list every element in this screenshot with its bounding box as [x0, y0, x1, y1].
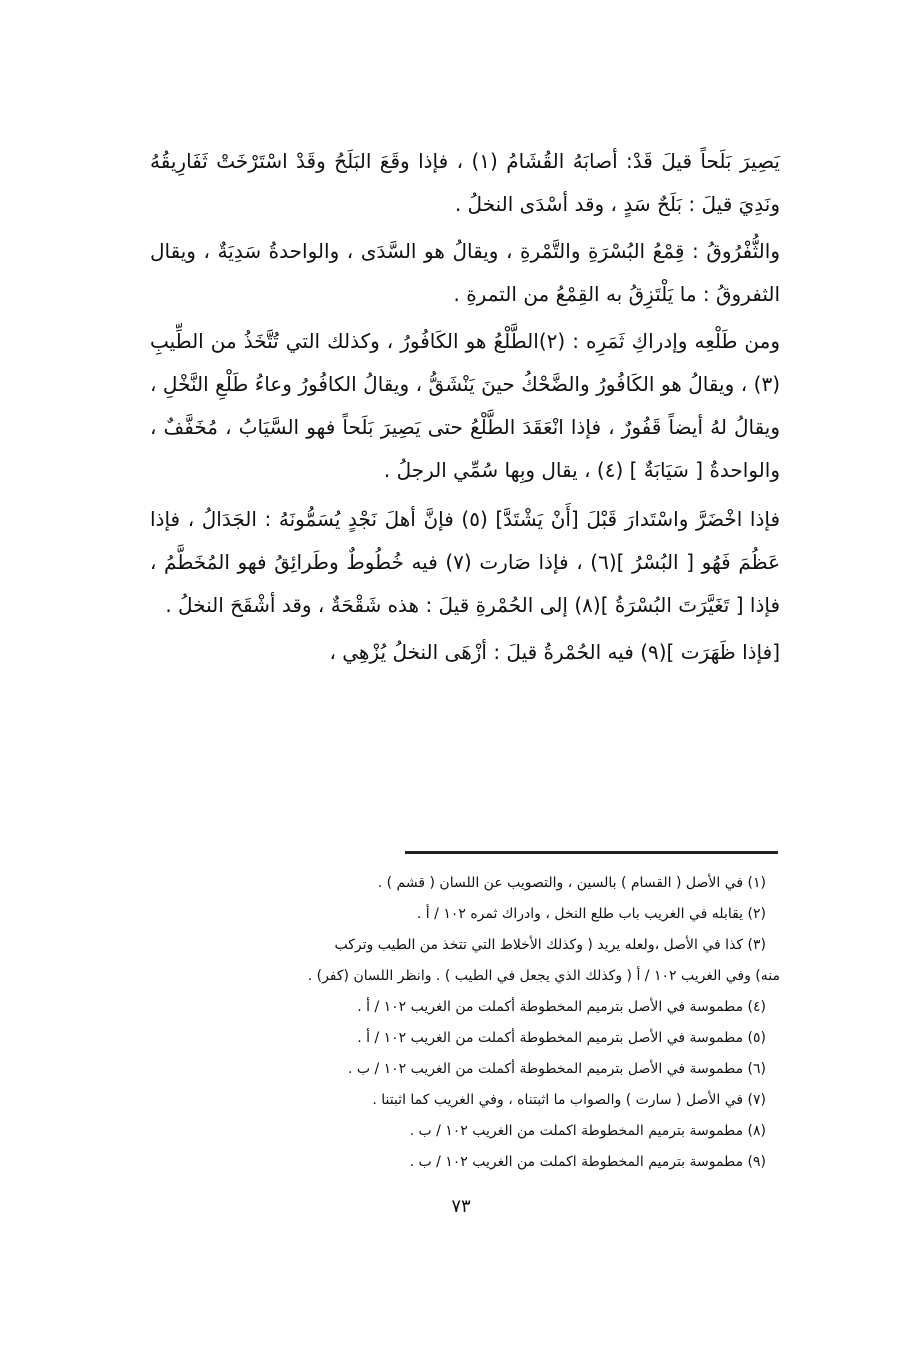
footnote-4: (٤) مطموسة في الأصل بترميم المخطوطة أكملت من الغريب ١٠٢ / أ . [357, 999, 766, 1015]
footnote-9: (٩) مطموسة بترميم المخطوطة اكملت من الغريب ١٠٢ / ب . [409, 1154, 766, 1170]
page-number: ٧٣ [451, 1196, 471, 1217]
footnote-7: (٧) في الأصل ( سارت ) والصواب ما اثبتناه ، وفي الغريب كما اثبتنا . [372, 1092, 766, 1108]
footnote-6: (٦) مطموسة في الأصل بترميم المخطوطة أكملت من الغريب ١٠٢ / ب . [347, 1061, 766, 1077]
footnote-divider [405, 851, 778, 854]
footnote-3: (٣) كذا في الأصل ،ولعله يريد ( وكذلك الأخلاط التي تتخذ من الطيب وتركب [334, 937, 766, 953]
paragraph-4: فإذا اخْضَرَّ واسْتَدارَ قَبْلَ [أَنْ يَشْتَدَّ] (٥) فإنَّ أهلَ نَجْدٍ يُسَمُّونَهُ : الجَدَالُ ، فإذا عَظُمَ فَهُو [ البُسْرُ ](٦) ، فإذا صَارت (٧) فيه خُطُوطٌ وطَرائِقُ فهو المُخَطَّمُ ، فإذا [ تَغَيَّرَتَ البُسْرَةُ ](٨) إلى الحُمْرةِ قيلَ : هذه شَقْحَةٌ ، وقد أشْقَحَ النخلُ . [150, 507, 781, 617]
footnote-1: (١) في الأصل ( القسام ) بالسين ، والتصويب عن اللسان ( قشم ) . [377, 875, 766, 891]
paragraph-3: ومن طَلْعِه وإدراكِ ثَمَرِه : (٢)الطَّلْعُ هو الكَافُورُ ، وكذلك التي تُتَّخَذُ من الطِّيبِ (٣) ، ويقالُ هو الكَافُورُ والضَّحْكُ حينَ يَنْشَقُّ ، ويقالُ الكافُورُ وعاءُ طَلْعِ النَّخْلِ ، ويقالُ لهُ أيضاً قَفُورٌ ، فإذا انْعَقَدَ الطَّلْعُ حتى يَصِيرَ بَلَحاً فهو السَّيَابُ ، مُخَفَّفٌ ، والواحدةُ [ سَيَابَةٌ ] (٤) ، يقال وبِها سُمِّي الرجلُ . [150, 329, 781, 482]
footnote-8: (٨) مطموسة بترميم المخطوطة اكملت من الغريب ١٠٢ / ب . [409, 1123, 766, 1139]
footnote-5: (٥) مطموسة في الأصل بترميم المخطوطة أكملت من الغريب ١٠٢ / أ . [357, 1030, 766, 1046]
paragraph-1: يَصِيرَ بَلَحاً قيلَ قَدْ: أصابَهُ القُشَامُ (١) ، فإذا وقَعَ البَلَحُ وقَدْ اسْتَرْخَتْ ثَفَارِيقُهُ ونَدِيَ قيلَ : بَلَحٌ سَدٍ ، وقد أسْدَى النخلُ . [150, 149, 780, 216]
footnotes [150, 868, 780, 1178]
footnote-3-continued: منه) وفي الغريب ١٠٢ / أ ( وكذلك الذي يجعل في الطيب ) . وانظر اللسان (كفر) . [307, 968, 780, 984]
footnote-2: (٢) يقابله في الغريب باب طلع النخل ، وادراك ثمره ١٠٢ / أ . [416, 906, 766, 922]
paragraph-2: والثُّفْرُوقُ : قِمْعُ البُسْرَةِ والتَّمْرةِ ، ويقالُ هو السَّدَى ، والواحدةُ سَدِيَةٌ ، ويقال الثفروقُ : ما يَلْتَزِقُ به القِمْعُ من التمرةِ . [150, 239, 780, 306]
paragraph-5: [فإذا ظَهَرَت ](٩) فيه الحُمْرةُ قيلَ : أزْهَى النخلُ يُزْهِي ، [329, 640, 780, 664]
main-text [150, 140, 780, 674]
